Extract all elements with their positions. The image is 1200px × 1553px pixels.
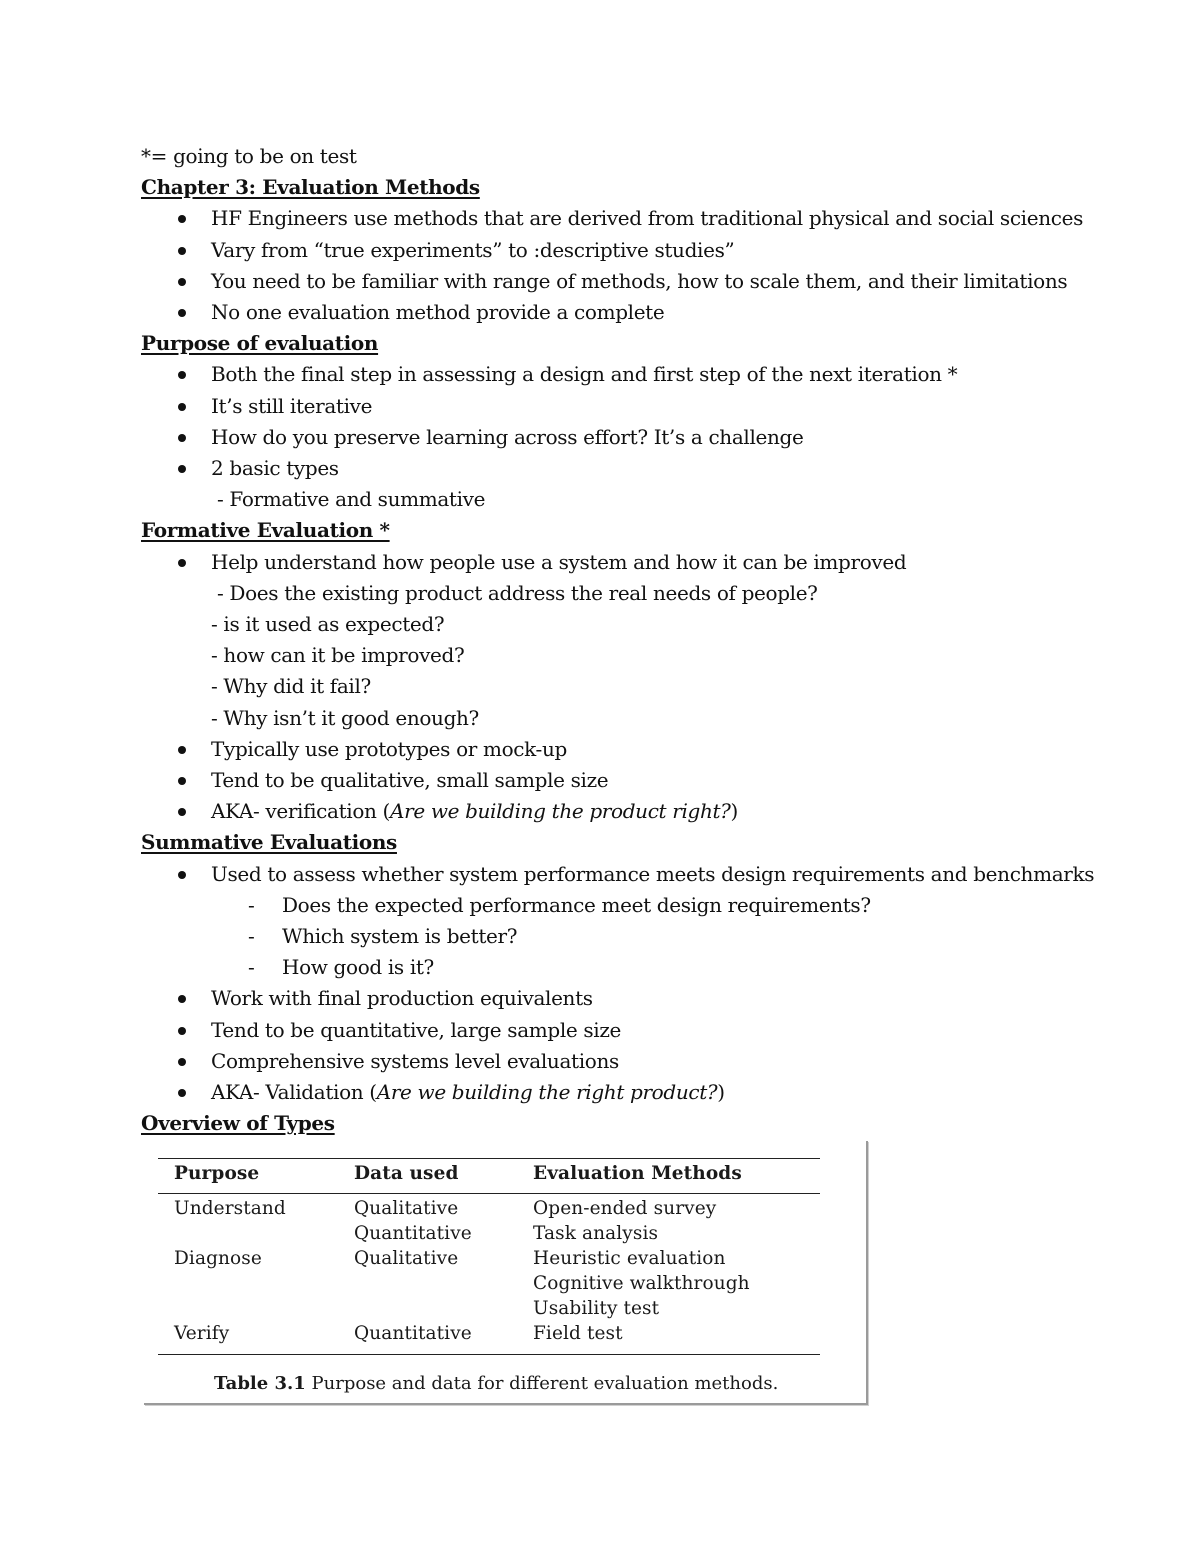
list-item: You need to be familiar with range of methods, how to scale them, and their limitations [141,266,1101,297]
table-header-rule [158,1193,820,1194]
test-legend: *= going to be on test [141,144,357,168]
table-caption [214,1373,778,1394]
table-header-purpose: Purpose [174,1163,260,1184]
table-cell: Heuristic evaluation [533,1248,726,1269]
list-item: 2 basic types [141,453,1101,484]
summative-heading: Summative Evaluations [141,830,397,855]
table-cell: Cognitive walkthrough [533,1273,750,1294]
dash-item-text: Does the expected performance meet design requirements? [282,892,871,917]
aka-suffix: ) [717,1080,725,1105]
dash-item [141,890,1101,921]
list-item [141,796,1101,827]
list-item: Comprehensive systems level evaluations [141,1046,1101,1077]
dash-mark: - [248,955,255,980]
dash-item [141,921,1101,952]
aka-suffix: ) [730,799,738,824]
table-cell: Diagnose [174,1248,262,1269]
table-cell: Usability test [533,1298,660,1319]
table-caption-label: Table 3.1 [214,1373,306,1394]
list-item [141,1077,1101,1108]
sub-item: - how can it be improved? [211,643,465,668]
list-item: Tend to be quantitative, large sample size [141,1015,1101,1046]
list-item: Help understand how people use a system and how it can be improved [141,547,1101,578]
list-item: How do you preserve learning across effort? It’s a challenge [141,422,1101,453]
aka-question: Are we building the product right? [390,799,731,824]
list-item: Vary from “true experiments” to :descriptive studies” [141,235,1101,266]
table-figure [144,1141,868,1405]
list-item: It’s still iterative [141,391,1101,422]
table-cell: Verify [174,1323,230,1344]
table-caption-text: Purpose and data for different evaluation methods. [311,1373,779,1394]
document-body [141,141,1101,1140]
formative-heading: Formative Evaluation * [141,518,390,543]
list-item: Both the final step in assessing a design and first step of the next iteration * [141,359,1101,390]
purpose-heading: Purpose of evaluation [141,331,379,356]
sub-item: - Formative and summative [217,487,486,512]
dash-item [141,952,1101,983]
list-item: Work with final production equivalents [141,983,1101,1014]
table-cell: Quantitative [354,1223,472,1244]
table-cell: Quantitative [354,1323,472,1344]
sub-item: - Why did it fail? [211,674,371,699]
aka-question: Are we building the right product? [376,1080,718,1105]
dash-item-text: How good is it? [282,955,434,980]
table-cell: Qualitative [354,1248,459,1269]
table-cell: Understand [174,1198,286,1219]
chapter-heading: Chapter 3: Evaluation Methods [141,175,480,200]
dash-mark: - [248,924,255,949]
list-item: HF Engineers use methods that are derived from traditional physical and social sciences [141,203,1101,234]
sub-item: - is it used as expected? [211,612,445,637]
list-item: No one evaluation method provide a complete [141,297,1101,328]
table-top-rule [158,1158,820,1159]
table-cell: Qualitative [354,1198,459,1219]
dash-mark: - [248,892,255,917]
sub-item: - Why isn’t it good enough? [211,705,479,730]
list-item: Typically use prototypes or mock-up [141,734,1101,765]
list-item: Used to assess whether system performance meets design requirements and benchmarks [141,859,1101,890]
table-cell: Open-ended survey [533,1198,717,1219]
sub-item: - Does the existing product address the real needs of people? [217,580,818,605]
table-header-data: Data used [354,1163,459,1184]
dash-item-text: Which system is better? [282,924,518,949]
overview-heading: Overview of Types [141,1111,335,1136]
table-cell: Field test [533,1323,623,1344]
table-header-methods: Evaluation Methods [533,1163,742,1184]
table-bottom-rule [158,1354,820,1355]
table-cell: Task analysis [533,1223,659,1244]
aka-prefix: AKA- verification ( [211,799,391,824]
aka-prefix: AKA- Validation ( [211,1080,377,1105]
list-item: Tend to be qualitative, small sample size [141,765,1101,796]
